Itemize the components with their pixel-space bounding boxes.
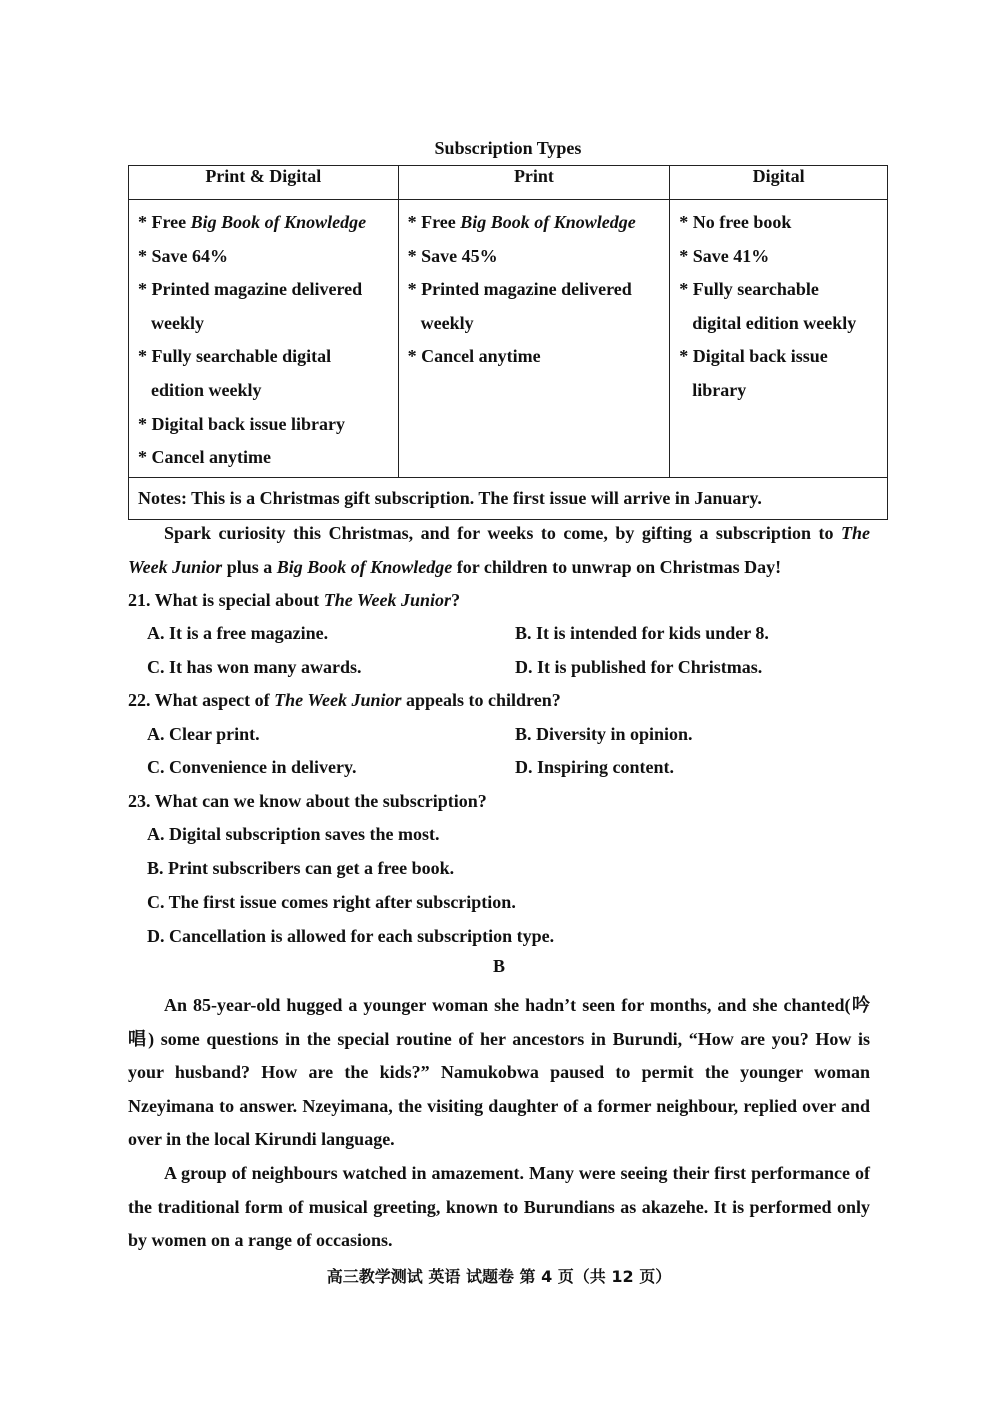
option-22-a: A. Clear print.: [147, 724, 260, 744]
option-21-c: C. It has won many awards.: [147, 657, 362, 677]
table-header-row: [129, 166, 888, 200]
intro-text: Spark curiosity this Christmas, and for weeks to come, by gifting a subscription to: [164, 523, 841, 543]
passage-paragraph-1: An 85-year-old hugged a younger woman she hadn’t seen for months, and she chanted(吟唱) some questions in the special routine of her ancestors in Burundi, “How are you? How is your husband? How are the kids?” Namukobwa paused to permit the younger woman Nzeyimana to answer. Nzeyimana, the visiting daughter of a former neighbour, replied over and over in the local Kirundi language.: [128, 995, 870, 1150]
feature-item: [408, 240, 662, 274]
table-features-row: [129, 200, 888, 478]
question-text: appeals to children?: [401, 690, 561, 710]
features-cell: [129, 200, 399, 478]
feature-item: [408, 206, 662, 240]
question-title-italic: The Week Junior: [274, 690, 402, 710]
book-title: Big Book of Knowledge: [190, 212, 367, 232]
feature-item: [138, 273, 390, 340]
feature-text-continued: library: [692, 379, 747, 400]
question-text: 21. What is special about: [128, 590, 324, 610]
column-header-print-digital: Print & Digital: [129, 166, 399, 200]
question-22: [128, 684, 561, 717]
book-title: Big Book of Knowledge: [460, 212, 636, 232]
feature-text-continued: digital edition weekly: [692, 312, 857, 333]
feature-text: * Cancel anytime: [407, 346, 541, 367]
question-title-italic: The Week Junior: [323, 590, 452, 610]
table-title: Subscription Types: [434, 138, 582, 158]
question-text: 22. What aspect of: [128, 690, 275, 710]
feature-text-continued: weekly: [420, 312, 474, 333]
feature-item: [138, 441, 390, 475]
option-21-d: D. It is published for Christmas.: [515, 657, 763, 677]
option-22-b: B. Diversity in opinion.: [515, 724, 693, 744]
feature-text: * Digital back issue: [679, 346, 828, 367]
features-cell: [398, 200, 670, 478]
feature-text: * Save 45%: [407, 245, 498, 266]
feature-text: * Free: [138, 212, 191, 232]
option-23-b: B. Print subscribers can get a free book.: [147, 858, 455, 878]
feature-text: * Fully searchable digital: [138, 346, 332, 367]
feature-text: * Printed magazine delivered: [138, 279, 363, 300]
table-notes: Notes: This is a Christmas gift subscription. The first issue will arrive in January.: [129, 477, 888, 519]
feature-item: [138, 340, 390, 407]
option-22-d: D. Inspiring content.: [515, 757, 675, 777]
feature-text: * Free: [407, 212, 461, 232]
section-label: B: [492, 956, 505, 976]
intro-text: plus a: [222, 556, 277, 577]
page-footer: 高三教学测试 英语 试题卷 第 4 页（共 12 页）: [326, 1267, 672, 1286]
feature-item: [138, 240, 390, 274]
feature-text: * Fully searchable: [679, 279, 819, 300]
magazine-title: The Week Junior: [128, 523, 870, 577]
subscription-table: [128, 165, 888, 520]
feature-text: * Printed magazine delivered: [407, 279, 632, 300]
feature-item: [679, 240, 879, 274]
features-cell: [670, 200, 888, 478]
feature-text: * Cancel anytime: [138, 447, 271, 468]
question-text: ?: [451, 590, 461, 610]
question-21: [128, 584, 460, 617]
option-23-a: A. Digital subscription saves the most.: [147, 824, 440, 844]
feature-item: [138, 206, 390, 240]
feature-item: [408, 273, 662, 340]
intro-text: for children to unwrap on Christmas Day!: [452, 556, 782, 577]
option-21-b: B. It is intended for kids under 8.: [515, 623, 769, 643]
feature-text: * Digital back issue library: [138, 413, 346, 434]
column-header-digital: Digital: [670, 166, 888, 200]
column-header-print: Print: [398, 166, 670, 200]
option-23-d: D. Cancellation is allowed for each subscription type.: [147, 926, 555, 946]
feature-text: * Save 41%: [679, 245, 770, 266]
feature-text-continued: weekly: [151, 312, 204, 333]
feature-text: * No free book: [679, 212, 792, 232]
option-23-c: C. The first issue comes right after subscription.: [147, 892, 516, 912]
question-text: 23. What can we know about the subscription?: [128, 791, 487, 811]
feature-item: [679, 206, 879, 240]
feature-text-continued: edition weekly: [151, 379, 262, 400]
table-notes-row: [129, 477, 888, 519]
feature-item: [138, 408, 390, 442]
feature-text: * Save 64%: [138, 245, 228, 266]
passage-paragraph-2: A group of neighbours watched in amazement. Many were seeing their first performance of the traditional form of musical greeting, known to Burundians as akazehe. It is performed only by women on a range of occasions.: [128, 1163, 870, 1251]
option-21-a: A. It is a free magazine.: [147, 623, 329, 643]
intro-paragraph: [128, 517, 870, 584]
book-title: Big Book of Knowledge: [276, 556, 453, 577]
question-23: [128, 785, 487, 818]
feature-item: [679, 273, 879, 340]
feature-item: [408, 340, 662, 374]
option-22-c: C. Convenience in delivery.: [147, 757, 357, 777]
feature-item: [679, 340, 879, 407]
